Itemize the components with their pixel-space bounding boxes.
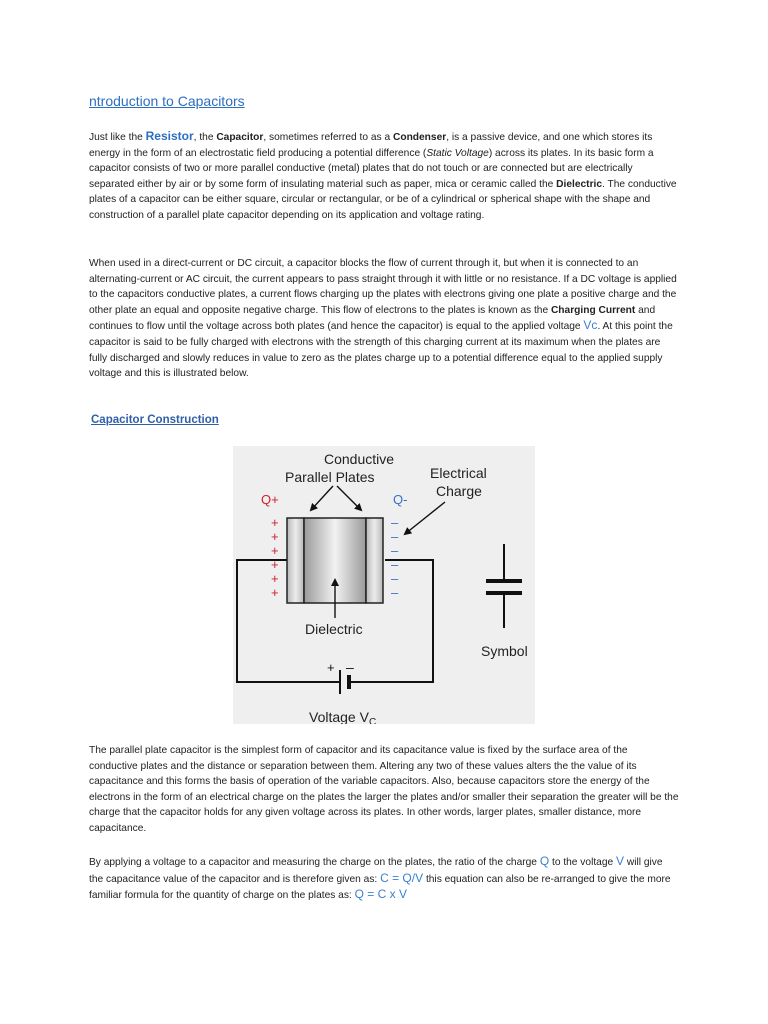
text-run: ) across its plates. In its basic form a capacitor consists of two or more parallel conductive (metal) plates that do not touch or are connected but are electrically separated either by air or by some form of insulating material such as paper, mica or ceramic called the: [89, 147, 654, 190]
text-run: Just like the: [89, 132, 146, 143]
paragraph-formula: [89, 854, 679, 904]
term-dielectric: Dielectric: [556, 178, 603, 190]
label-q-plus: Q+: [261, 492, 279, 507]
equation-c-equals-q-over-v: C = Q/V: [380, 870, 424, 885]
term-resistor: Resistor: [145, 129, 194, 143]
label-charge: Charge: [436, 483, 482, 499]
plus-charge: +: [271, 515, 279, 530]
text-run: By applying a voltage to a capacitor and measuring the charge on the plates, the ratio of the charge: [89, 857, 540, 868]
text-run: , is a passive device, and one which stores its energy in the form of an electrostatic field producing a potential difference (: [89, 132, 653, 159]
label-dielectric: Dielectric: [305, 621, 363, 637]
text-run: , sometimes referred to as a: [263, 132, 393, 143]
section-heading-construction: Capacitor Construction: [91, 414, 219, 426]
plus-charge: +: [271, 557, 279, 572]
equation-q-equals-c-times-v: Q = C x V: [354, 887, 407, 902]
capacitor-diagram: [233, 446, 535, 724]
minus-charge: –: [391, 557, 399, 572]
arrow-to-right-plate: [337, 486, 361, 510]
text-run: . The conductive plates of a capacitor can be either square, circular or rectangular, or be of a cylindrical or spherical shape with the shape and construction of a parallel plate capacitor depending on its application and voltage rating.: [89, 178, 677, 221]
arrow-to-charge: [405, 502, 445, 534]
label-electrical: Electrical: [430, 465, 487, 481]
left-plate: [287, 518, 304, 603]
text-run: will give the capacitance value of the capacitor and is therefore given as:: [89, 857, 663, 885]
right-plate: [366, 518, 383, 603]
plus-charge: +: [271, 571, 279, 586]
positive-charges: [271, 515, 279, 600]
term-condenser: Condenser: [392, 132, 447, 143]
text-run: . At this point the capacitor is said to be fully charged with electrons with the strength of this charging current at its maximum when the plates are fully discharged and slowly reduces in value to zero as the plates charge up to a potential difference equal to the applied supply voltage and this is illustrated below.: [89, 321, 673, 380]
label-q-minus: Q-: [393, 492, 408, 507]
battery-minus-label: –: [346, 659, 354, 675]
text-run: and continues to flow until the voltage across both plates (and hence the capacitor) is equal to the applied voltage: [89, 304, 656, 333]
label-symbol: Symbol: [481, 643, 528, 659]
minus-charge: –: [391, 529, 399, 544]
term-capacitor: Capacitor: [216, 132, 264, 143]
label-voltage: [309, 709, 376, 724]
plus-charge: +: [271, 529, 279, 544]
var-v: V: [616, 854, 625, 868]
label-parallel-plates: Parallel Plates: [285, 469, 375, 485]
plus-charge: +: [271, 585, 279, 600]
minus-charge: –: [391, 585, 399, 600]
negative-charges: [391, 515, 399, 600]
text-run: When used in a direct-current or DC circuit, a capacitor blocks the flow of current through it, but when it is connected to an alternating-current or AC circuit, the current appears to pass straight through it with little or no resistance. If a DC voltage is applied to the capacitors conductive plates, a current flows charging up the plates with electrons giving one plate a positive charge and the other plate an equal and opposite negative charge. This flow of electrons to the plates is known as the: [89, 258, 677, 316]
text-run: this equation can also be re-arranged to give the more familiar formula for the quantity of charge on the plates as:: [89, 873, 671, 902]
page-title: ntroduction to Capacitors: [89, 93, 245, 109]
term-static-voltage: Static Voltage: [426, 147, 489, 159]
paragraph-parallel-plate: The parallel plate capacitor is the simplest form of capacitor and its capacitance value is fixed by the surface area of the conductive plates and the distance or separation between them. Altering any two of these values alters the the value of its capacitance and this forms the basis of operation of the variable capacitors. Also, because capacitors store the energy of the electrons in the form of an electrical charge on the plates the larger the plates and/or smaller their separation the greater will be the charge that the capacitor holds for any given voltage across its plates. In other words, larger plates, smaller distance, more capacitance.: [89, 745, 679, 834]
arrow-to-left-plate: [311, 486, 333, 510]
var-q: Q: [539, 854, 550, 868]
paragraph-intro: [89, 129, 679, 224]
plus-charge: +: [271, 543, 279, 558]
label-conductive: Conductive: [324, 451, 395, 467]
battery-plus-label: +: [327, 660, 335, 675]
term-charging-current: Charging Current: [550, 304, 636, 316]
capacitor-construction-figure: [233, 446, 535, 724]
var-vc: Vc: [583, 318, 598, 333]
voltage-text: Voltage V: [309, 709, 369, 724]
minus-charge: –: [391, 571, 399, 586]
minus-charge: –: [391, 515, 399, 530]
text-run: , the: [193, 132, 217, 143]
minus-charge: –: [391, 543, 399, 558]
text-run: to the voltage: [549, 857, 616, 868]
paragraph-charging: [89, 256, 679, 382]
voltage-subscript: C: [368, 717, 377, 724]
